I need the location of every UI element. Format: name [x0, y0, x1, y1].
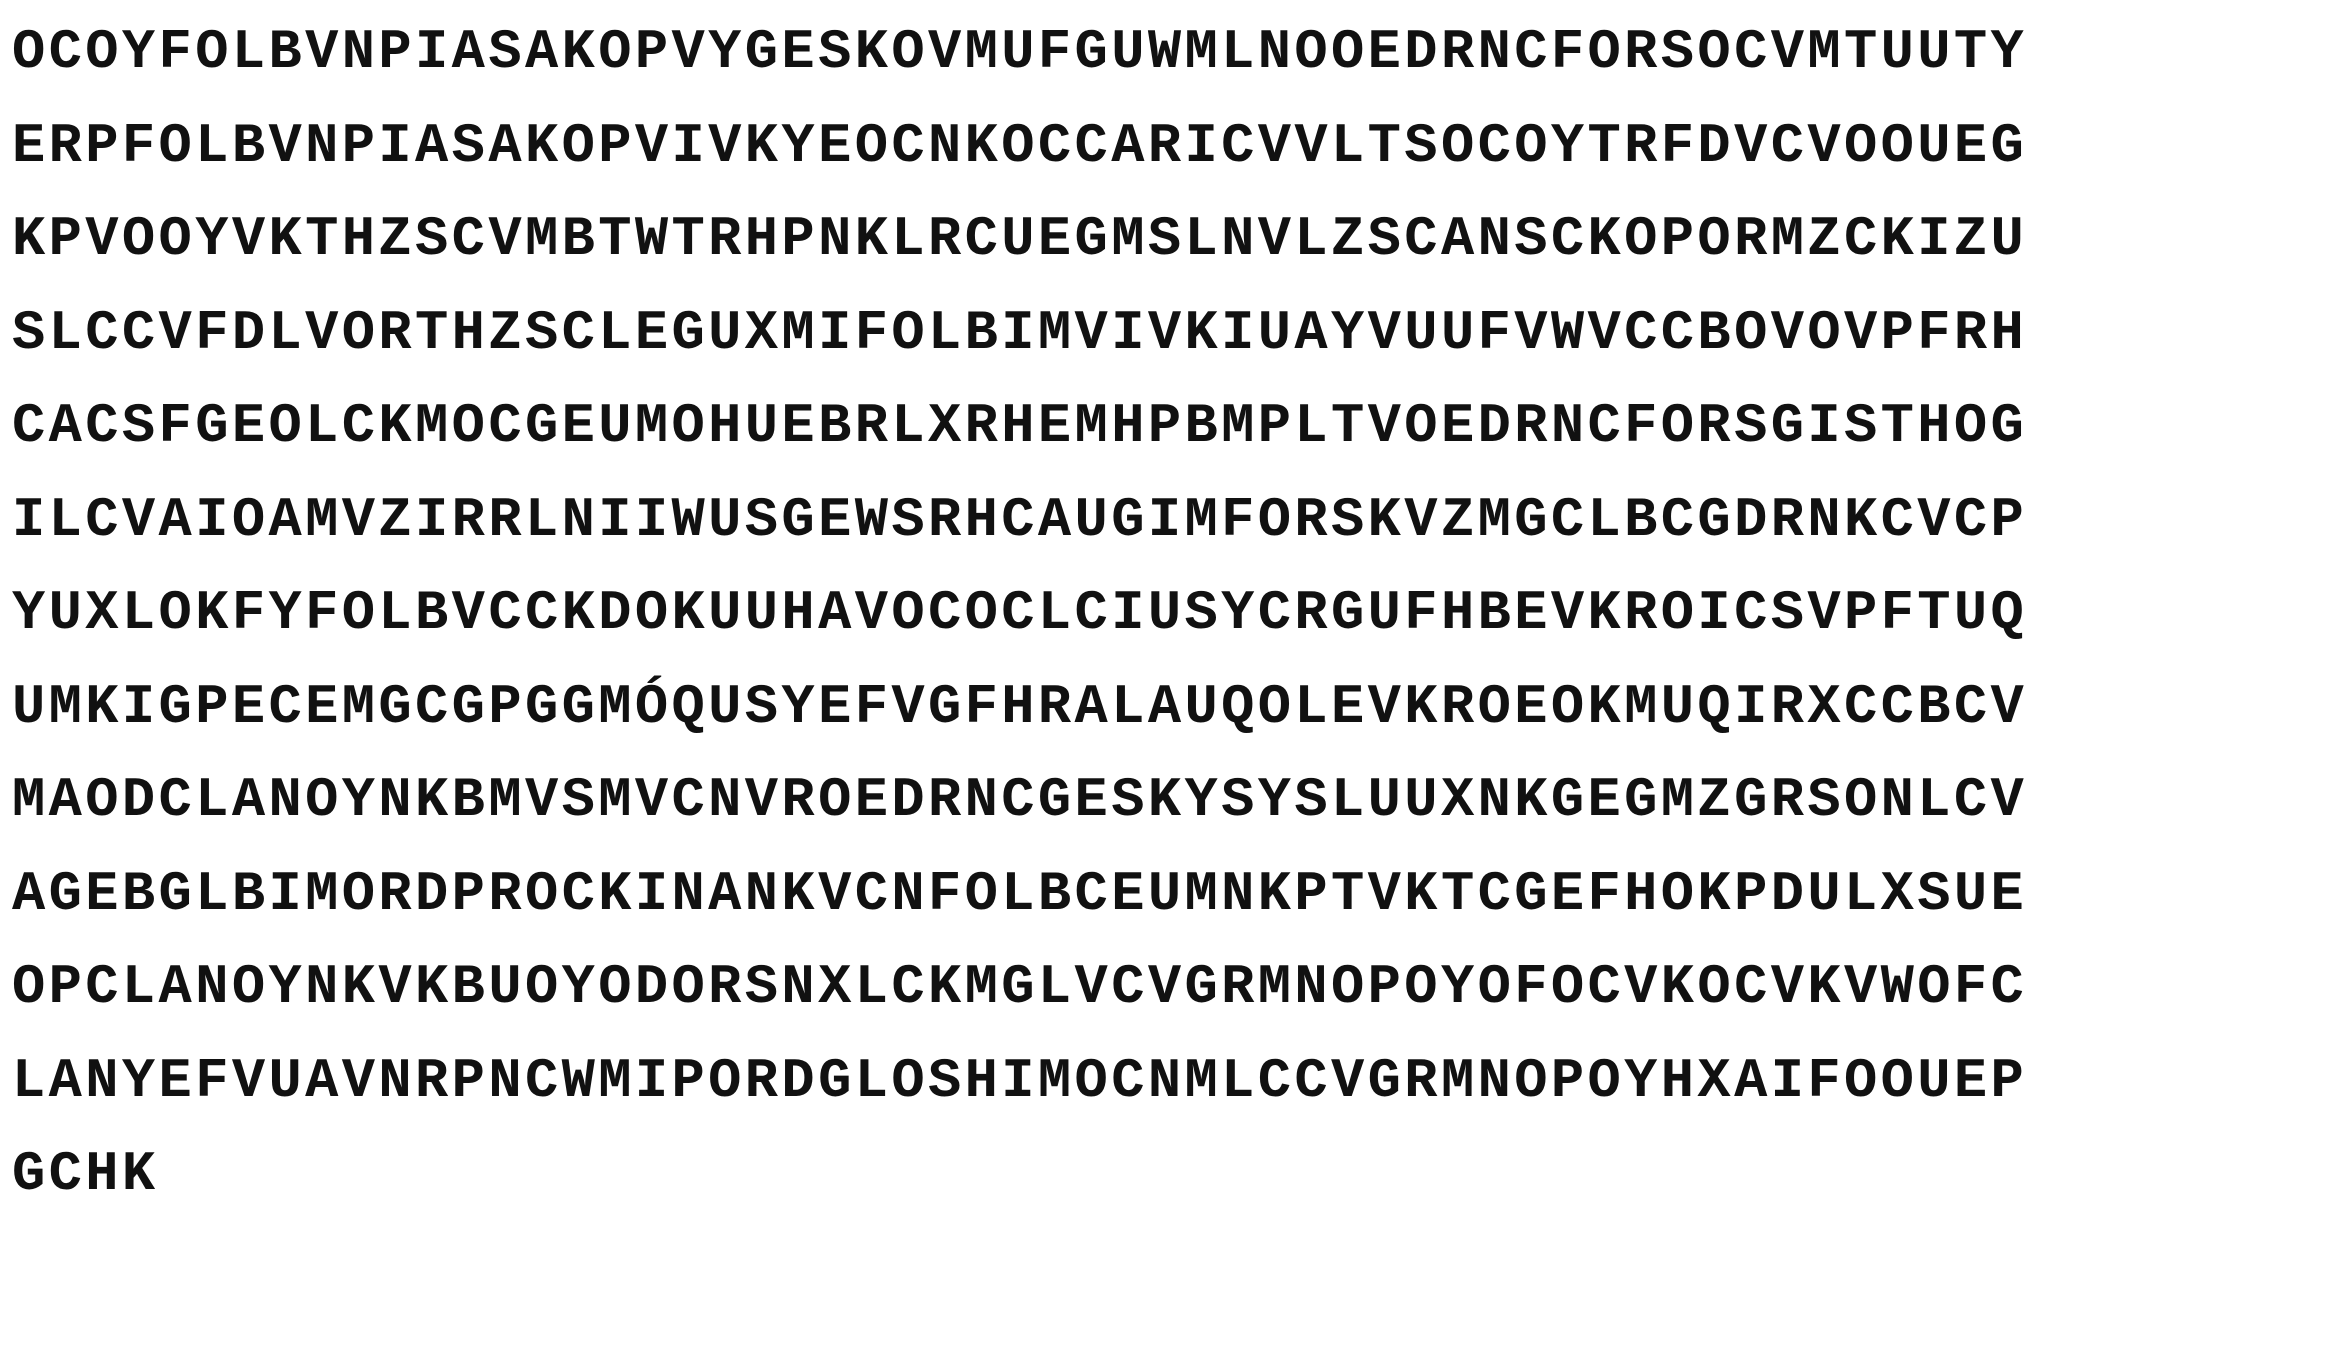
sequence-line-8: UMKIGPECEMGCGPGGMÓQUSYEFVGFHRALAUQOLEVKROEOKMUQIRXCCBCV	[12, 675, 2028, 739]
sequence-line-5: CACSFGEOLCKMOCGEUMOHUEBRLXRHEMHPBMPLTVOEDRNCFORSGISTHOG	[12, 395, 2028, 458]
sequence-line-11: OPCLANOYNKVKBUOYODORSNXLCKMGLVCVGRMNOPOYOFOCVKOCVKVWOFC	[12, 956, 2028, 1019]
sequence-line-13: GCHK	[12, 1143, 159, 1206]
sequence-line-3: KPVOOYVKTHZSCVMBTWTRHPNKLRCUEGMSLNVLZSCANSCKOPORMZCKIZU	[12, 208, 2028, 271]
sequence-text-block	[12, 6, 2027, 1222]
sequence-line-7: YUXLOKFYFOLBVCCKDOKUUHAVOCOCLCIUSYCRGUFHBEVKROICSVPFTUQ	[12, 582, 2028, 645]
sequence-line-1: OCOYFOLBVNPIASAKOPVYGESKOVMUFGUWMLNOOEDRNCFORSOCVMTUUTY	[12, 21, 2028, 84]
sequence-line-10: AGEBGLBIMORDPROCKINANKVCNFOLBCEUMNKPTVKTCGEFHOKPDULXSUE	[12, 862, 2028, 926]
sequence-line-12: LANYEFVUAVNRPNCWMIPORDGLOSHIMOCNMLCCVGRMNOPOYHXAIFOOUEP	[12, 1049, 2028, 1113]
sequence-line-2: ERPFOLBVNPIASAKOPVIVKYEOCNKOCCARICVVLTSOCOYTRFDVCVOOUEG	[12, 114, 2028, 178]
sequence-line-4: SLCCVFDLVORTHZSCLEGUXMIFOLBIMVIVKIUAYVUUFVWVCCBOVOVPFRH	[12, 301, 2028, 365]
sequence-line-6: ILCVAIOAMVZIRRLNIIWUSGEWSRHCAUGIMFORSKVZMGCLBCGDRNKCVCP	[12, 488, 2028, 552]
sequence-line-9: MAODCLANOYNKBMVSMVCNVROEDRNCGESKYSYSLUUXNKGEGMZGRSONLCV	[12, 769, 2028, 832]
